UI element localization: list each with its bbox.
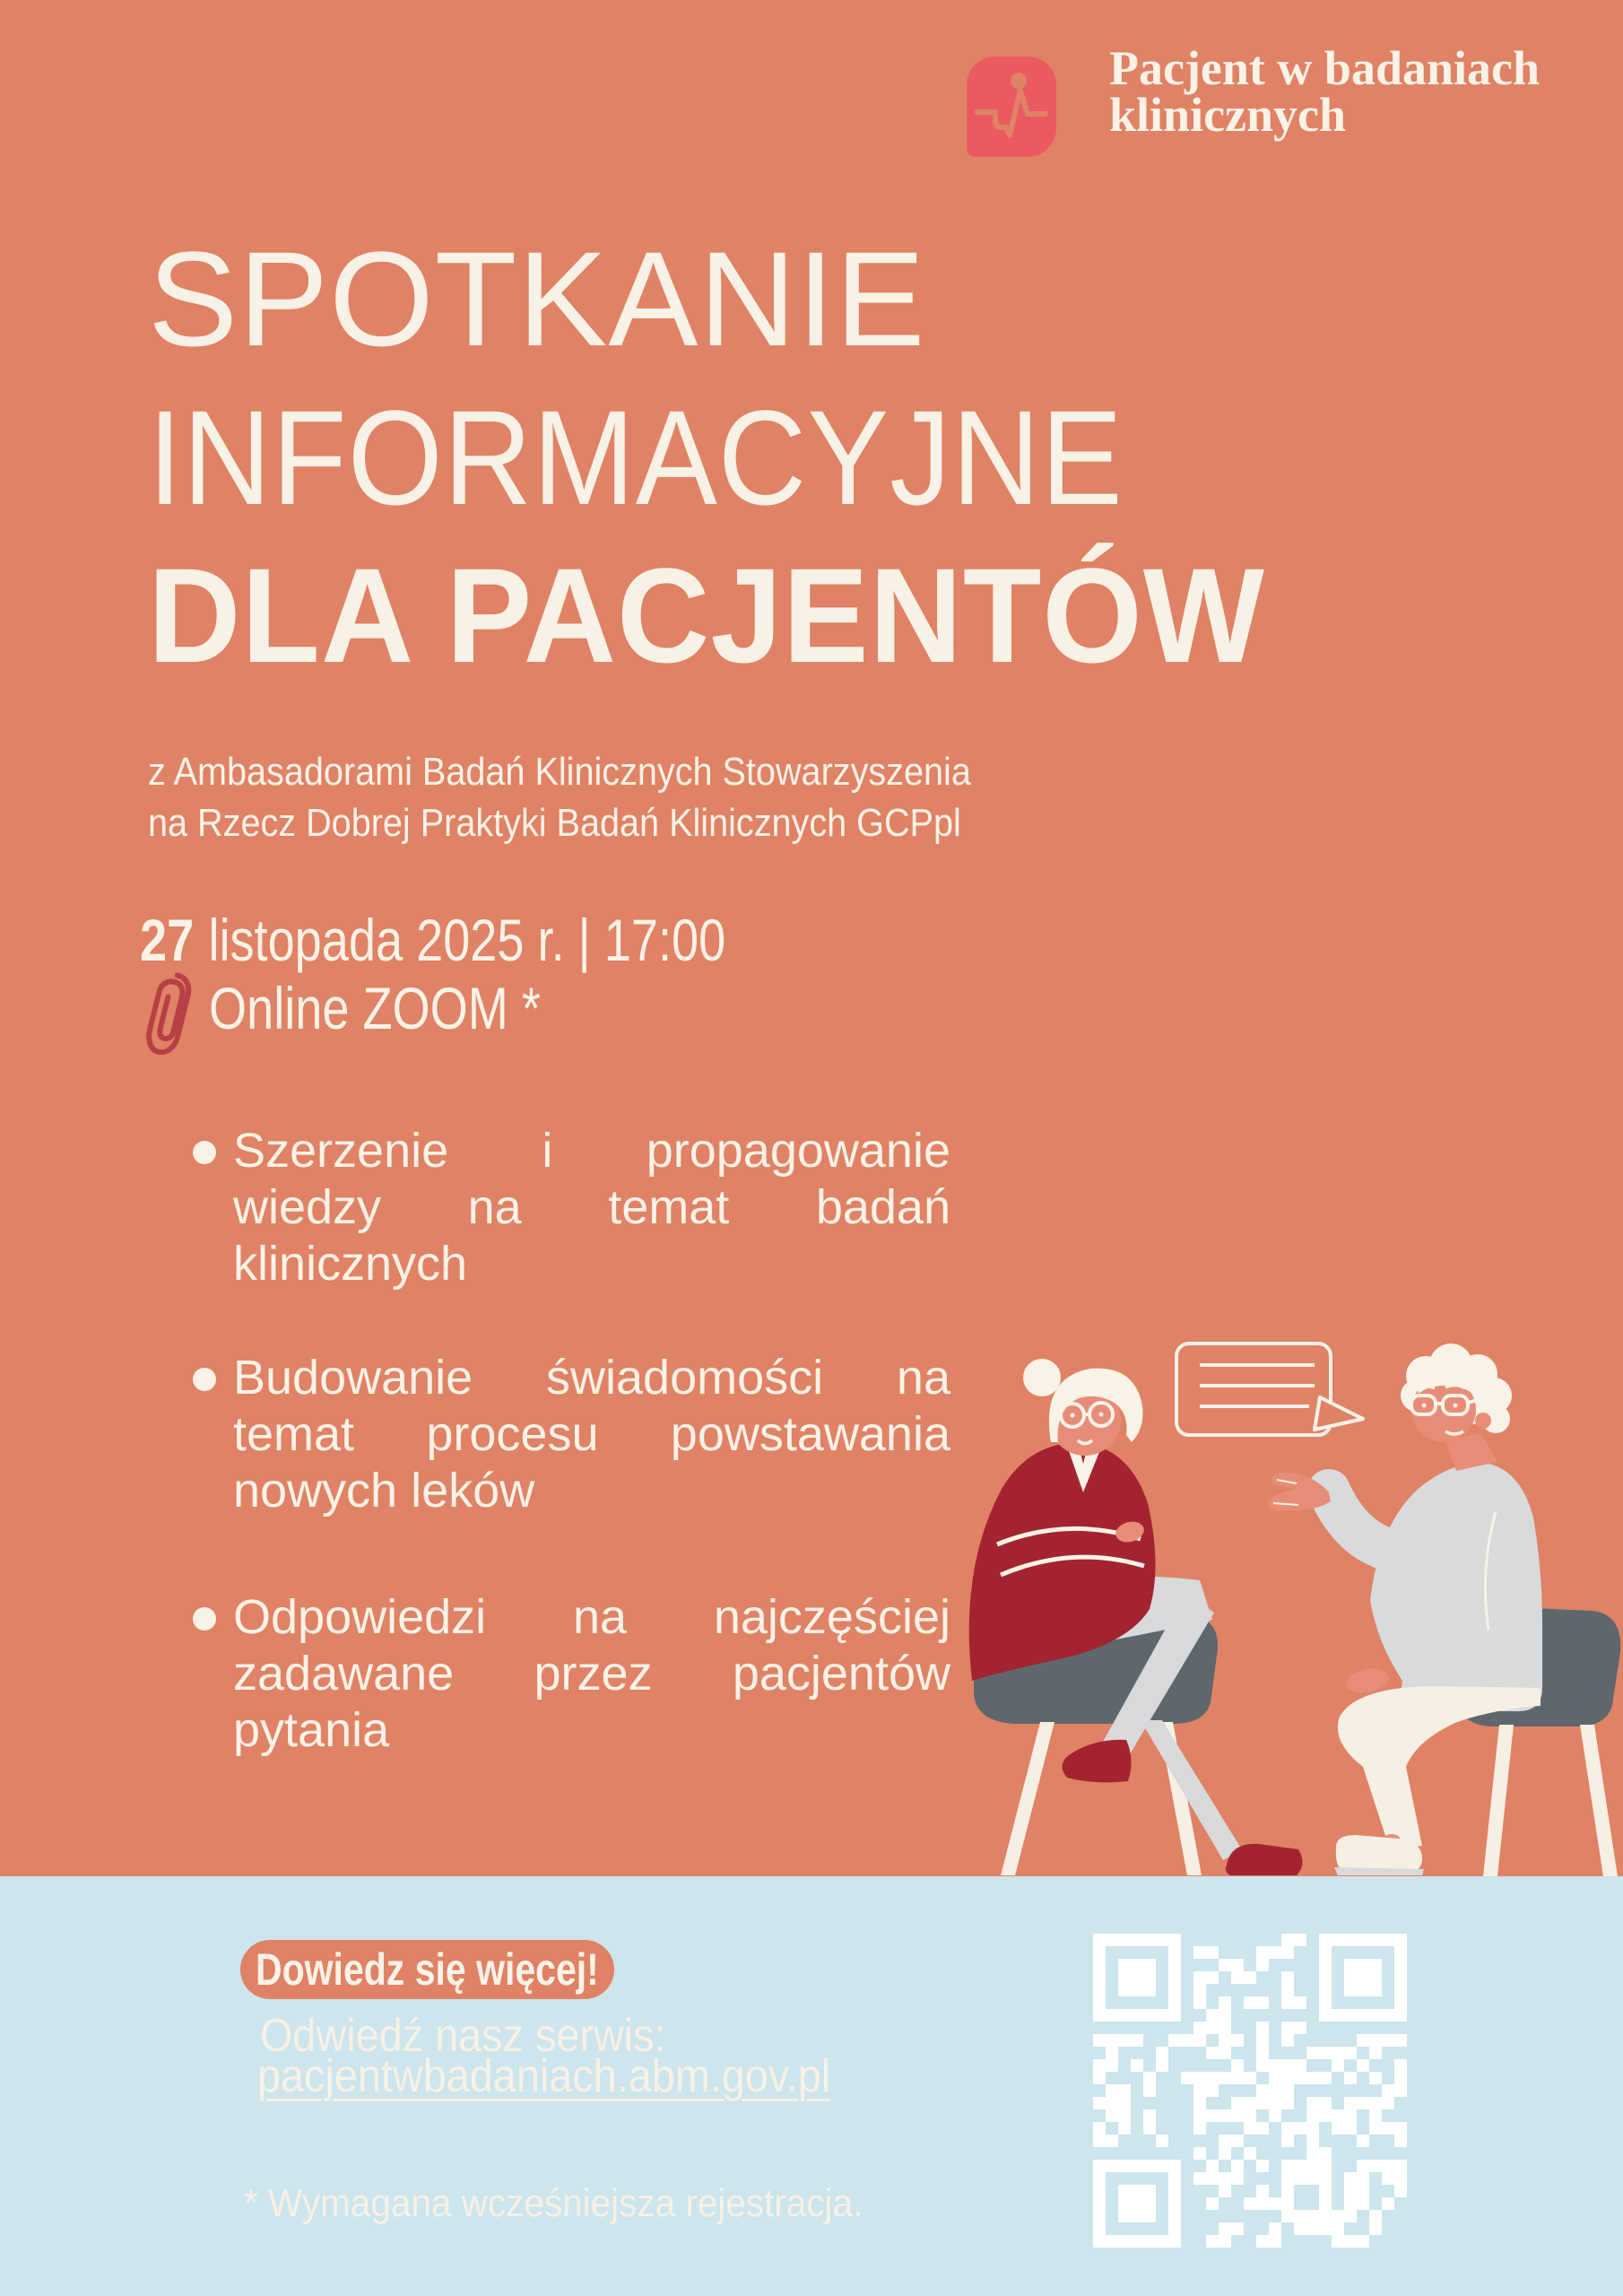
footer-band [0, 1876, 1623, 2296]
subtitle-line-1: z Ambasadorami Badań Klinicznych Stowarzyszenia [148, 750, 971, 794]
brand-name [1109, 41, 1541, 142]
registration-note: * Wymagana wcześniejsza rejestracja. [244, 2181, 864, 2225]
title-line-2: INFORMACYJNE [148, 382, 1124, 533]
conversation-illustration [915, 1300, 1623, 1876]
visit-text: Odwiedź nasz serwis: [260, 2010, 666, 2062]
event-location: Online ZOOM * [209, 975, 541, 1041]
list-item: Odpowiedzi na najczęściej zadawane przez pacjentów pytania [193, 1589, 950, 1759]
list-item: Budowanie świadomości na temat procesu powstawania nowych leków [193, 1350, 950, 1519]
speech-bubble-icon [1176, 1344, 1363, 1435]
event-date-rest: listopada 2025 r. | 17:00 [208, 907, 726, 973]
paperclip-icon [133, 962, 203, 1065]
event-day: 27 [140, 907, 195, 973]
pulse-person-icon [967, 57, 1056, 157]
brand-line-1: Pacjent w badaniach [1109, 41, 1541, 95]
title-line-3: DLA PACJENTÓW [148, 540, 1265, 691]
website-link[interactable]: pacjentwbadaniach.abm.gov.pl [257, 2050, 831, 2102]
learn-more-button[interactable] [240, 1940, 614, 1999]
subtitle-line-2: na Rzecz Dobrej Praktyki Badań Klinicznych GCPpl [148, 801, 961, 845]
subtitle [148, 746, 971, 848]
title-line-1: SPOTKANIE [148, 223, 926, 374]
learn-more-label: Dowiedz się więcej! [256, 1944, 599, 1995]
pulse-person-glyph [967, 57, 1056, 157]
event-date [140, 906, 725, 974]
list-item: Szerzenie i propagowanie wiedzy na temat badań klinicznych [193, 1123, 950, 1292]
brand-line-2: klinicznych [1109, 88, 1347, 142]
qr-code [1093, 1934, 1407, 2248]
event-details [140, 906, 855, 1042]
agenda-list [193, 1123, 950, 1816]
